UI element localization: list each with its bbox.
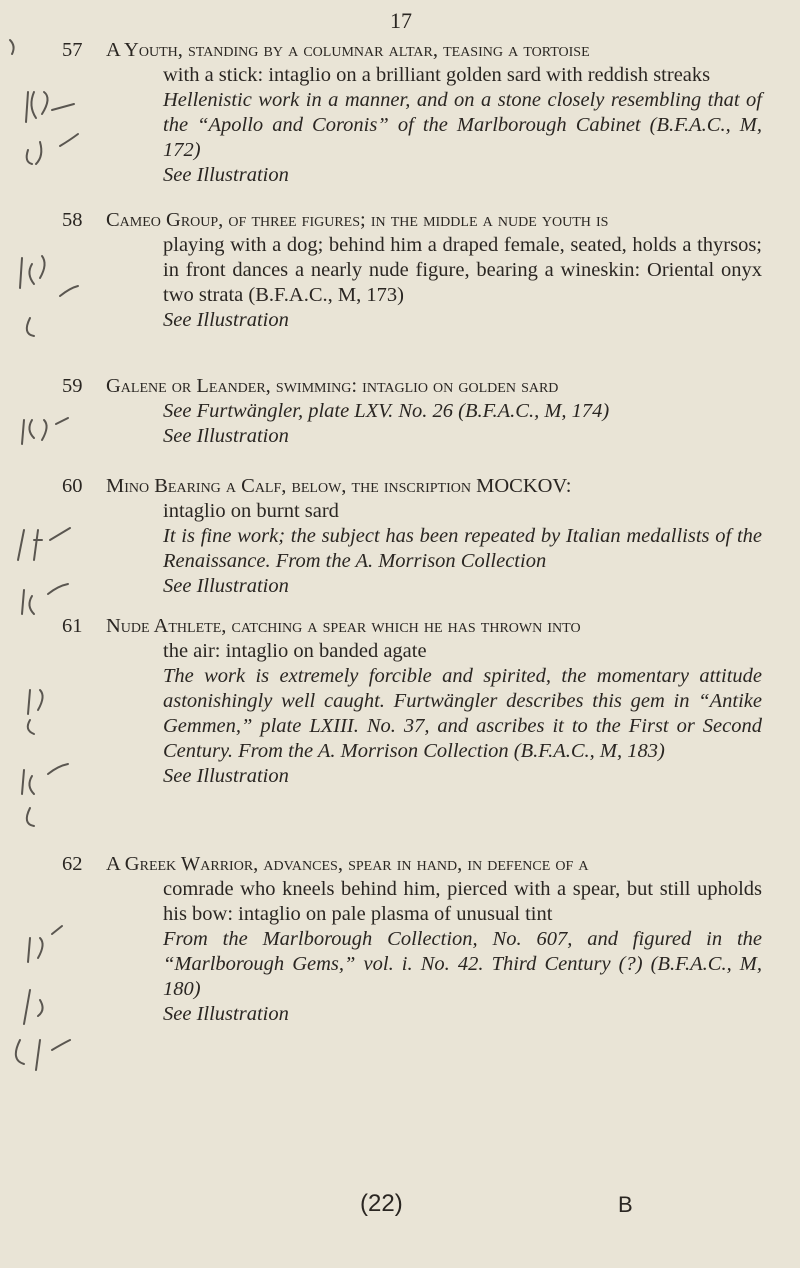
lot-number: 62	[62, 853, 83, 875]
lot-entry	[62, 614, 762, 789]
page-number: 17	[390, 8, 412, 33]
lot-number: 60	[62, 475, 83, 497]
lot-description: intaglio on burnt sard	[163, 500, 339, 522]
lot-heading: Cameo Group, of three figures; in the middle a nude youth is	[106, 209, 609, 231]
lot-illustration-ref: See Illustration	[163, 575, 289, 597]
lot-note: It is fine work; the subject has been repeated by Italian medallists of the Renaissance. From the A. Morrison Collection	[163, 525, 762, 572]
lot-heading: Mino Bearing a Calf, below, the inscription MOCKOV:	[106, 475, 572, 497]
lot-description: comrade who kneels behind him, pierced with a spear, but still upholds his bow: intaglio on pale plasma of unusual tint	[163, 878, 762, 925]
lot-entry	[62, 374, 762, 449]
lot-number: 59	[62, 375, 83, 397]
lot-illustration-ref: See Illustration	[163, 309, 289, 331]
lot-number: 58	[62, 209, 83, 231]
lot-entry	[62, 852, 762, 1027]
lot-description: the air: intaglio on banded agate	[163, 640, 427, 662]
lot-heading: A Greek Warrior, advances, spear in hand, in defence of a	[106, 853, 589, 875]
lot-entry	[62, 38, 762, 188]
lot-illustration-ref: See Illustration	[163, 425, 289, 447]
lot-number: 57	[62, 39, 83, 61]
lot-description: playing with a dog; behind him a draped female, seated, holds a thyrsos; in front dances a nearly nude figure, bearing a wineskin: Oriental onyx two strata (B.F.A.C., M, 173)	[163, 234, 762, 306]
lot-number: 61	[62, 615, 83, 637]
lot-note: From the Marlborough Collection, No. 607, and figured in the “Marlborough Gems,” vol. i. No. 42. Third Century (?) (B.F.A.C., M, 180)	[163, 928, 762, 1000]
lot-illustration-ref: See Illustration	[163, 164, 289, 186]
lot-note: See Furtwängler, plate LXV. No. 26 (B.F.A.C., M, 174)	[163, 400, 610, 422]
pencil-annotation-icon	[0, 0, 110, 1268]
lot-heading: Nude Athlete, catching a spear which he has thrown into	[106, 615, 581, 637]
lot-entry	[62, 474, 762, 599]
lot-entry	[62, 208, 762, 333]
lot-description: with a stick: intaglio on a brilliant golden sard with reddish streaks	[163, 64, 711, 86]
lot-heading: Galene or Leander, swimming: intaglio on golden sard	[106, 375, 559, 397]
page-footer	[0, 1190, 800, 1230]
lot-illustration-ref: See Illustration	[163, 765, 289, 787]
lot-note: The work is extremely forcible and spirited, the momentary attitude astonishingly well caught. Furtwängler describes this gem in “Antike Gemmen,” plate LXIII. No. 37, and ascribes it to the First or Second Century. From the A. Morrison Collection (B.F.A.C., M, 183)	[163, 665, 762, 762]
lot-heading: A Youth, standing by a columnar altar, teasing a tortoise	[106, 39, 590, 61]
lot-illustration-ref: See Illustration	[163, 1003, 289, 1025]
lot-note: Hellenistic work in a manner, and on a stone closely resembling that of the “Apollo and Coronis” of the Marlborough Cabinet (B.F.A.C., M, 172)	[163, 89, 762, 161]
signature-mark: (22)	[360, 1190, 403, 1217]
signature-letter: B	[618, 1192, 633, 1217]
